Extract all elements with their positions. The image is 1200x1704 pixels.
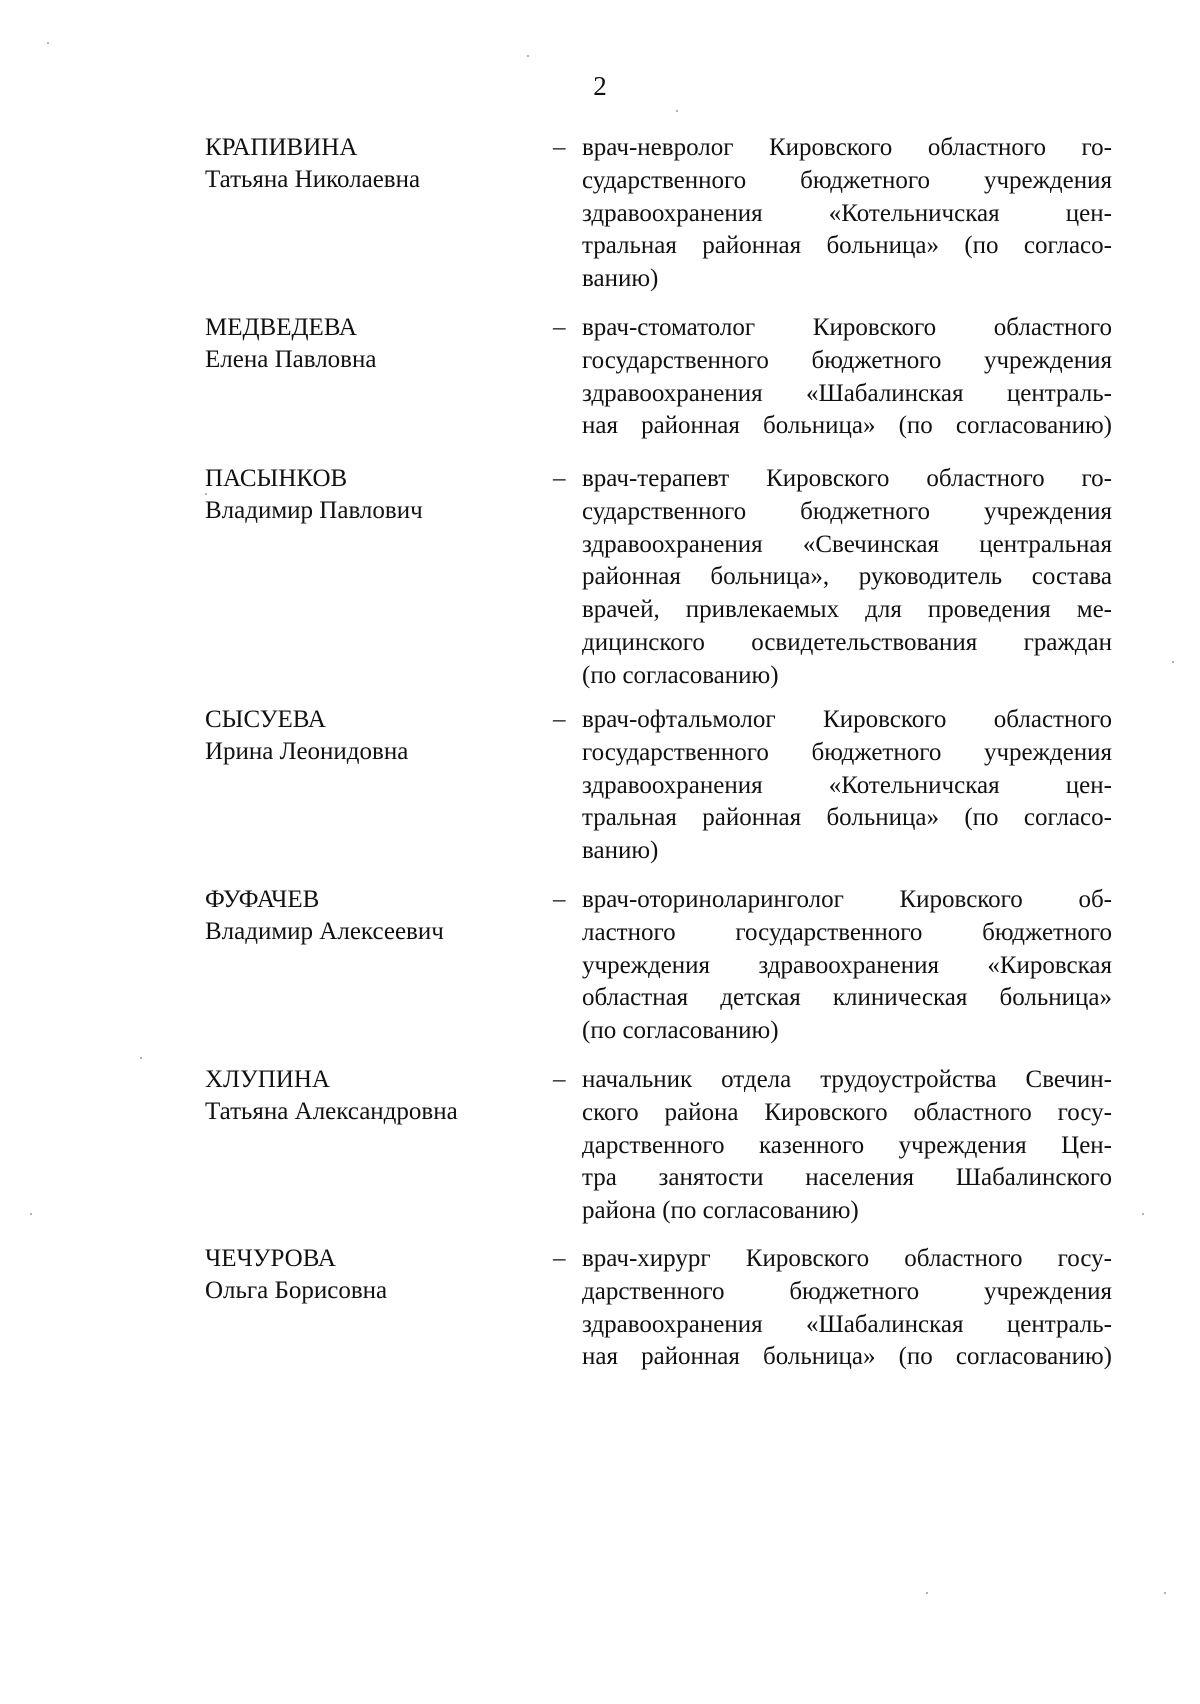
member-surname: МЕДВЕДЕВА [205, 314, 357, 341]
position-word: госу- [1057, 1098, 1112, 1126]
page-number: 2 [593, 71, 607, 101]
position-line [582, 1130, 1112, 1163]
position-word: областного [904, 1245, 1023, 1272]
position-line [582, 561, 1112, 594]
position-word: бюджетного [789, 1277, 920, 1305]
position-word: государственного [735, 918, 923, 946]
position-word: бюджетного [982, 918, 1112, 946]
position-word: учреждения [983, 738, 1112, 766]
position-word: казенного [758, 1131, 865, 1159]
member-given-name: Владимир Павлович [205, 497, 423, 524]
position-word: областного [993, 314, 1112, 341]
position-word: дицинского [582, 628, 705, 656]
position-word: го- [1081, 134, 1112, 161]
position-word: сударственного [582, 497, 747, 525]
position-word: врач-стоматолог [582, 314, 756, 341]
scan-speck [1172, 661, 1174, 663]
position-word: Цен- [1061, 1131, 1112, 1159]
position-word: руководитель [858, 563, 1003, 591]
member-position [582, 312, 1112, 443]
position-word: Кировского [764, 1098, 888, 1126]
position-word: тральная [582, 804, 677, 832]
position-word: цен- [1065, 199, 1112, 227]
position-word: областного [927, 134, 1047, 161]
position-line [582, 529, 1112, 562]
position-word: учреждения [898, 1131, 1027, 1159]
member-surname: ФУФАЧЕВ [205, 886, 320, 913]
entry-dash: – [553, 314, 566, 341]
position-line [582, 1064, 1112, 1097]
position-word: централь- [1006, 379, 1112, 407]
position-word: районная [702, 232, 802, 260]
scan-speck [140, 1057, 142, 1059]
position-word: районная [641, 1343, 740, 1371]
position-word: тра [582, 1164, 617, 1192]
member-name [205, 884, 535, 948]
member-name [205, 1064, 535, 1128]
position-word: «Котельничская [828, 771, 1000, 799]
position-word: больница», [710, 563, 830, 591]
position-word: здравоохранения [582, 1310, 763, 1338]
member-name [205, 1243, 535, 1307]
position-line [582, 230, 1112, 263]
position-line [582, 770, 1112, 803]
position-word: начальник [582, 1066, 693, 1093]
position-word: врач-оториноларинголог [582, 886, 844, 913]
position-word: ванию) [582, 837, 659, 865]
position-word: государственного [582, 346, 769, 374]
position-word: ме- [1076, 596, 1112, 624]
position-word: областного [926, 465, 1045, 492]
position-word: централь- [1006, 1310, 1112, 1338]
position-word: го- [1081, 465, 1112, 492]
position-word: районная [702, 804, 802, 832]
position-word: занятости [658, 1164, 764, 1192]
position-word: согласованию) [955, 412, 1112, 440]
position-word: Кировского [745, 1245, 870, 1272]
position-line [582, 312, 1112, 345]
position-word: трудоустройства [820, 1066, 997, 1093]
position-word: ная [582, 1343, 618, 1371]
position-word: клиническая [832, 984, 968, 1012]
member-name [205, 463, 535, 527]
member-name [205, 704, 535, 768]
position-line [582, 627, 1112, 660]
position-line [582, 378, 1112, 411]
position-word: сударственного [582, 166, 747, 194]
position-word: здравоохранения [582, 379, 763, 407]
position-word: больница» [999, 984, 1112, 1012]
position-word: районная [641, 412, 740, 440]
member-given-name: Татьяна Александровна [205, 1098, 458, 1125]
position-word: врач-невролог [582, 134, 734, 161]
position-line [582, 1195, 1112, 1228]
position-line [582, 198, 1112, 231]
position-line [582, 1276, 1112, 1309]
member-name [205, 312, 535, 376]
scan-speck [1142, 1213, 1144, 1215]
position-word: Кировского [899, 886, 1023, 913]
position-line [582, 982, 1112, 1015]
position-word: областного [913, 1098, 1032, 1126]
member-position [582, 463, 1112, 693]
position-word: тральная [582, 232, 677, 260]
position-line [582, 410, 1112, 443]
position-word: «Котельничская [828, 199, 1000, 227]
position-line [582, 835, 1112, 868]
position-word: «Шабалинская [805, 1310, 964, 1338]
position-line [582, 950, 1112, 983]
member-surname: СЫСУЕВА [205, 706, 326, 733]
position-line [582, 802, 1112, 835]
position-word: врач-офтальмолог [582, 706, 776, 733]
member-position [582, 884, 1112, 1048]
position-word: здравоохранения [582, 771, 763, 799]
member-given-name: Ирина Леонидовна [205, 738, 409, 765]
member-surname: ПАСЫНКОВ [205, 465, 348, 492]
position-line [582, 737, 1112, 770]
position-word: центральная [979, 530, 1112, 558]
position-word: учреждения [582, 951, 711, 979]
position-word: согласо- [1023, 232, 1112, 260]
scan-speck [1164, 1592, 1166, 1594]
position-word: цен- [1065, 771, 1112, 799]
position-word: Свечин- [1025, 1066, 1112, 1093]
position-line [582, 917, 1112, 950]
member-surname: ЧЕЧУРОВА [205, 1245, 336, 1272]
member-position [582, 132, 1112, 296]
position-line [582, 594, 1112, 627]
scan-speck [205, 493, 207, 495]
position-line [582, 345, 1112, 378]
position-word: населения [805, 1164, 915, 1192]
position-line [582, 884, 1112, 917]
position-word: освидетельствования [751, 628, 978, 656]
scan-speck [926, 1592, 928, 1594]
entry-dash: – [553, 465, 566, 492]
position-line [582, 1162, 1112, 1195]
member-position [582, 704, 1112, 868]
position-line [582, 463, 1112, 496]
position-word: об- [1078, 886, 1112, 913]
position-word: дарственного [582, 1277, 725, 1305]
position-word: бюджетного [800, 497, 930, 525]
position-word: граждан [1023, 628, 1112, 656]
entry-dash: – [553, 1245, 566, 1272]
member-surname: КРАПИВИНА [205, 134, 358, 161]
position-word: района (по согласованию) [582, 1197, 859, 1225]
member-surname: ХЛУПИНА [205, 1066, 330, 1093]
member-given-name: Владимир Алексеевич [205, 918, 444, 945]
position-word: ластного [582, 918, 676, 946]
position-word: Кировского [812, 314, 937, 341]
position-word: бюджетного [811, 346, 942, 374]
position-word: областного [993, 706, 1112, 733]
position-word: привлекаемых [685, 596, 840, 624]
member-name [205, 132, 535, 196]
position-line [582, 1243, 1112, 1276]
member-position [582, 1064, 1112, 1228]
entry-dash: – [553, 706, 566, 733]
position-word: согласо- [1023, 804, 1112, 832]
position-word: учреждения [983, 166, 1112, 194]
position-word: учреждения [983, 346, 1112, 374]
position-line [582, 496, 1112, 529]
position-line [582, 165, 1112, 198]
position-word: больница» [763, 412, 876, 440]
position-word: Кировского [768, 134, 893, 161]
scan-speck [30, 1213, 32, 1215]
position-word: учреждения [983, 497, 1112, 525]
entry-dash: – [553, 1066, 566, 1093]
position-line [582, 263, 1112, 296]
position-word: (по [964, 232, 999, 260]
position-word: «Кировская [987, 951, 1112, 979]
position-word: проведения [927, 596, 1051, 624]
position-word: здравоохранения [582, 199, 763, 227]
entry-dash: – [553, 134, 566, 161]
position-line [582, 660, 1112, 693]
position-word: врач-хирург [582, 1245, 711, 1272]
position-word: районная [582, 563, 681, 591]
position-word: ванию) [582, 265, 659, 293]
position-word: учреждения [983, 1277, 1112, 1305]
entry-dash: – [553, 886, 566, 913]
position-line [582, 1015, 1112, 1048]
position-word: (по [898, 412, 933, 440]
position-line [582, 1341, 1112, 1374]
position-line [582, 1097, 1112, 1130]
position-word: здравоохранения [582, 530, 763, 558]
position-word: врач-терапевт [582, 465, 730, 492]
member-given-name: Елена Павловна [205, 346, 377, 373]
position-word: бюджетного [811, 738, 942, 766]
position-word: (по согласованию) [582, 661, 779, 689]
position-word: для [865, 596, 902, 624]
position-word: «Свечинская [802, 530, 939, 558]
position-word: Шабалинского [955, 1164, 1112, 1192]
position-word: больница» [826, 804, 939, 832]
position-word: больница» [763, 1343, 876, 1371]
position-word: ная [582, 412, 618, 440]
position-word: Кировского [823, 706, 947, 733]
position-word: областная [582, 984, 689, 1012]
scan-speck [527, 55, 529, 57]
position-word: детская [720, 984, 801, 1012]
position-word: бюджетного [800, 166, 930, 194]
position-word: больница» [826, 232, 939, 260]
position-word: согласованию) [955, 1343, 1112, 1371]
member-position [582, 1243, 1112, 1374]
position-word: Кировского [766, 465, 890, 492]
position-line [582, 704, 1112, 737]
position-word: отдела [721, 1066, 792, 1093]
position-line [582, 1309, 1112, 1342]
scan-speck [676, 110, 678, 112]
scan-speck [47, 42, 49, 44]
position-word: врачей, [582, 596, 660, 624]
position-line [582, 132, 1112, 165]
position-word: госу- [1057, 1245, 1112, 1272]
position-word: (по [964, 804, 999, 832]
position-word: дарственного [582, 1131, 725, 1159]
position-word: района [664, 1098, 739, 1126]
position-word: состава [1031, 563, 1112, 591]
position-word: (по [898, 1343, 933, 1371]
member-given-name: Татьяна Николаевна [205, 166, 421, 193]
position-word: «Шабалинская [805, 379, 964, 407]
member-given-name: Ольга Борисовна [205, 1277, 388, 1304]
position-word: государственного [582, 738, 769, 766]
position-word: (по согласованию) [582, 1017, 779, 1045]
position-word: ского [582, 1098, 639, 1126]
position-word: здравоохранения [758, 951, 939, 979]
